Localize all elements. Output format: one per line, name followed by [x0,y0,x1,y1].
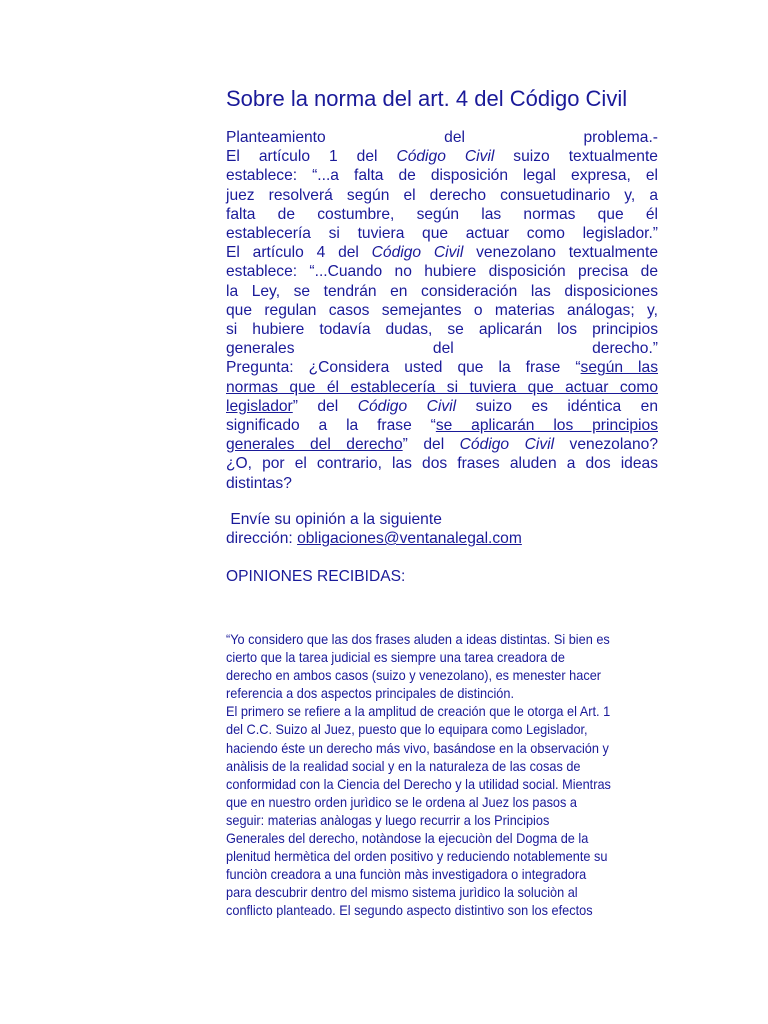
opinion-line: para descubrir dentro del mismo sistema jurìdico la soluciòn al [226,885,578,901]
opinion-line: El primero se refiere a la amplitud de creación que le otorga el Art. 1 [226,704,611,720]
question-line: normas que él establecería si tuviera que actuar como [226,378,658,396]
opinion-line: plenitud hermètica del orden positivo y reduciendo notablemente su [226,849,608,865]
document-page [226,84,658,586]
address-label: dirección: [226,530,298,548]
question-line: legislador” del Código Civil suizo es idéntica en [226,397,659,415]
opinion-line: que en nuestro orden jurìdico se le ordena al Juez los pasos a [226,794,578,810]
opinion-line: cierto que la tarea judicial es siempre una tarea creadora de [226,650,565,666]
opinion-line: referencia a dos aspectos principales de distinción. [226,686,514,702]
opinion-line: derecho en ambos casos (suizo y venezolano), es menester hacer [226,668,602,684]
problem-heading: Planteamiento del problema.- [226,129,658,146]
opinion-text [226,631,635,921]
send-address-line [226,529,658,548]
spacer [226,493,658,510]
opinion-line: conflicto planteado. El segundo aspecto distintivo son los efectos [226,903,593,919]
question-line: Pregunta: ¿Considera usted que la frase “según las [226,359,658,377]
send-instruction: Envíe su opinión a la siguiente [226,510,442,528]
email-link[interactable]: obligaciones@ventanalegal.com [297,530,522,548]
opinion-line: conformidad con la Ciencia del Derecho y la utilidad social. Mientras [226,776,611,792]
opinion-line: Generales del derecho, notàndose la ejecuciòn del Dogma de la [226,831,589,847]
opinion-line: seguir: materias anàlogas y luego recurrir a los Principios [226,812,550,828]
page-title: Sobre la norma del art. 4 del Código Civil [226,86,628,111]
opinions-heading: OPINIONES RECIBIDAS: [226,568,406,586]
article-1-line: establece: “...a falta de disposición legal expresa, el [226,167,658,185]
question-line: generales del derecho” del Código Civil venezolano? [226,436,658,454]
article-1-line: falta de costumbre, según las normas que él [226,205,658,223]
article-4-last-line: generales del derecho.” [226,340,658,358]
article-4-line: establece: “...Cuando no hubiere disposición precisa de [226,263,658,281]
opinion-line: “Yo considero que las dos frases aluden a ideas distintas. Si bien es [226,632,610,647]
opinion-line: haciendo éste un derecho más vivo, basándose en la observación y [226,740,609,756]
opinion-line: funciòn creadora a una funciòn màs investigadora o integradora [226,867,587,883]
article-4-line: si hubiere todavía dudas, se aplicarán los principios [226,321,658,339]
article-4-intro: El artículo 4 del Código Civil venezolano textualmente [226,244,658,262]
article-4-line: que regulan casos semejantes o materias análogas; y, [226,301,658,319]
question-line: significado a la frase “se aplicarán los principios [226,417,658,435]
article-1-line: juez resolverá según el derecho consuetudinario y, a [226,186,658,204]
question-line: ¿O, por el contrario, las dos frases aluden a dos ideas [226,455,658,473]
article-1-intro: El artículo 1 del Código Civil suizo textualmente [226,148,658,166]
opinion-line: anàlisis de la realidad social y en la naturaleza de las cosas de [226,758,581,774]
problem-section [226,128,658,493]
question-line: distintas? [226,474,292,492]
send-section [226,510,658,548]
article-1-line: establecería si tuviera que actuar como legislador.” [226,225,658,243]
article-4-line: la Ley, se tendrán en consideración las disposiciones [226,282,658,300]
opinion-line: del C.C. Suizo al Juez, puesto que lo equipara como Legislador, [226,722,588,738]
